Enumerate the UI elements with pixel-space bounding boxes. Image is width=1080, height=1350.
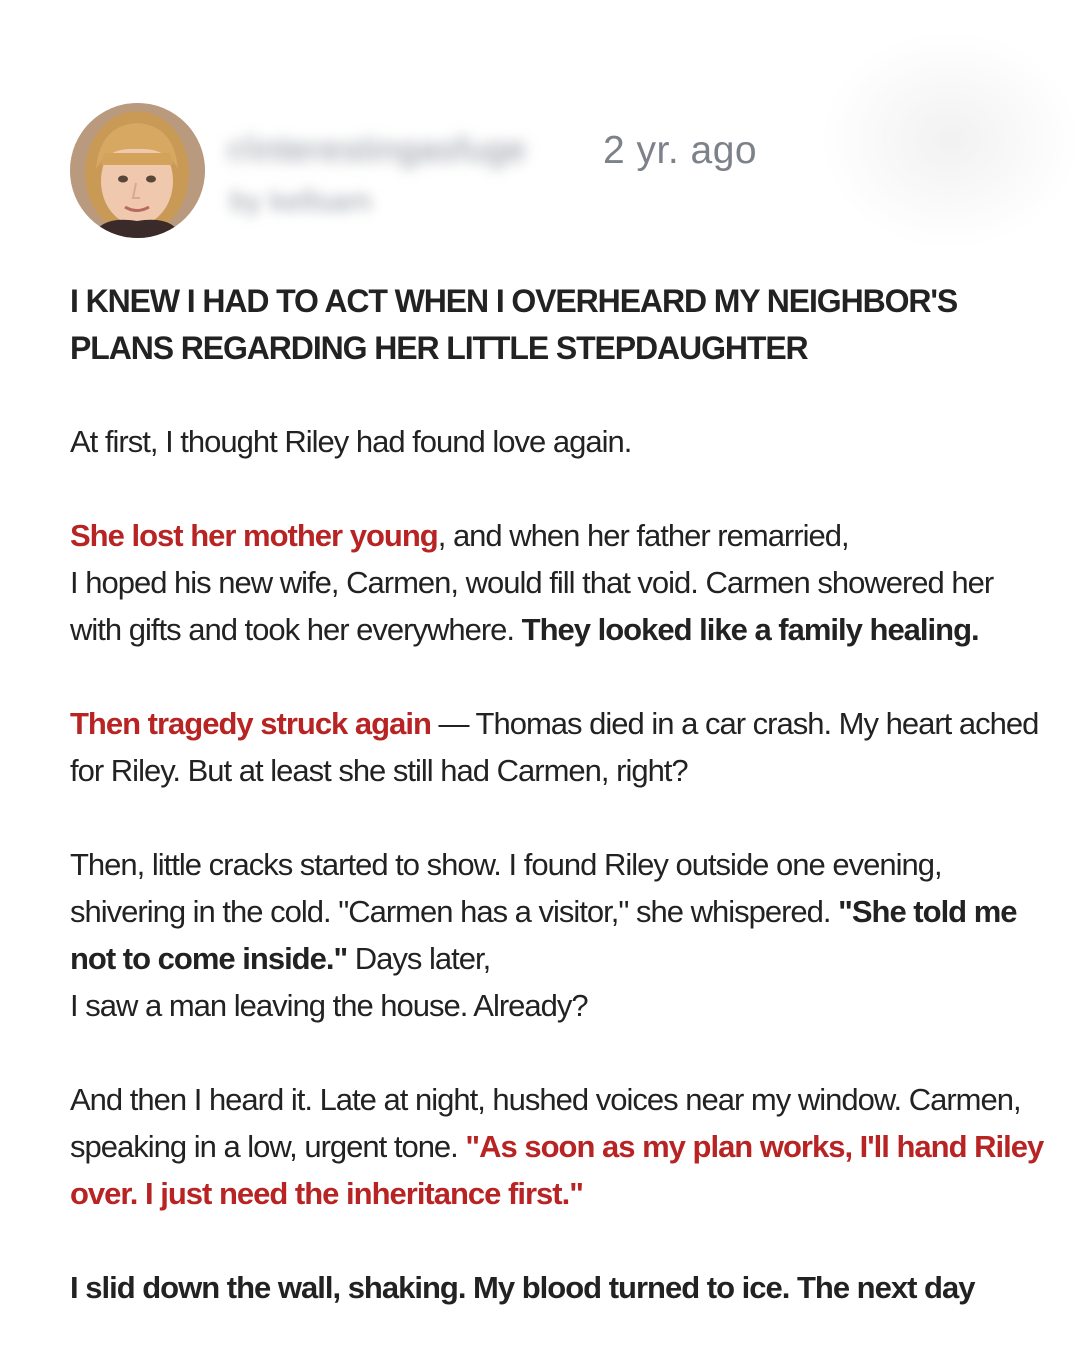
text-span: And then I heard it. Late at night, hushed voices near my window. Carmen, speaking in a low, urgent tone. [70,1082,1021,1164]
text-span: — Thomas died in a car crash. My heart ached for Riley. But at least she still had Carmen, right? [70,706,1039,788]
paragraph-6: I slid down the wall, shaking. My blood turned to ice. The next day [70,1270,975,1305]
highlight-red: Then tragedy struck again [70,706,431,741]
username[interactable]: r/interestingasfuge [228,131,527,169]
byline[interactable]: by kellsam [230,185,372,218]
post-time: 2 yr. ago [603,129,758,172]
text-span: Then, little cracks started to show. I found Riley outside one evening, shivering in the cold. "Carmen has a visitor," she whispered. [70,847,942,929]
text-span: , and when her father remarried, [437,518,849,553]
text-span: I hoped his new wife, Carmen, would fill that void. Carmen showered her with gifts and took her everywhere. [70,565,994,647]
highlight-bold: They looked like a family healing. [521,612,979,647]
highlight-bold: "She told me not to come inside." [70,894,1017,976]
text-span: I saw a man leaving the house. Already? [70,988,588,1023]
highlight-red: "As soon as my plan works, I'll hand Riley over. I just need the inheritance first." [70,1129,1044,1211]
post-content [70,278,1050,1311]
highlight-red: She lost her mother young [70,518,438,553]
paragraph-2 [70,512,1050,653]
paragraph-4 [70,841,1050,1029]
woman-portrait-avatar-icon[interactable] [70,103,205,238]
paragraph-1: At first, I thought Riley had found love again. [70,424,632,459]
text-span: Days later, [347,941,491,976]
paragraph-5 [70,1076,1050,1217]
post-header [70,103,970,238]
post-title: I KNEW I HAD TO ACT WHEN I OVERHEARD MY NEIGHBOR'S PLANS REGARDING HER LITTLE STEPDAUGHTER [70,283,958,366]
paragraph-3 [70,700,1050,794]
